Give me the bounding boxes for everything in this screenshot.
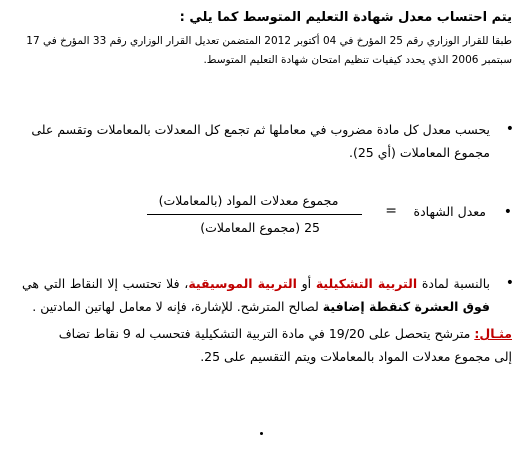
bullet-2-part-2: أو xyxy=(296,276,316,291)
intro-line-2: سبتمبر 2006 الذي يحدد كيفيات تنظيم امتحان شهادة التعليم المتوسط. xyxy=(203,54,512,66)
bullet-2-text xyxy=(22,272,490,318)
subject-music: التربية الموسيقية xyxy=(188,276,297,291)
formula-fraction xyxy=(147,190,362,239)
footer-dot xyxy=(260,432,263,435)
bullet-item-2 xyxy=(22,272,512,318)
example-paragraph xyxy=(22,322,512,368)
intro-paragraph xyxy=(12,32,512,70)
bullet-icon: • xyxy=(503,204,512,220)
fraction-bar xyxy=(147,214,362,215)
example-line-2: إلى مجموع معدلات المواد بالمعاملات ويتم التقسيم على 25. xyxy=(200,349,512,364)
formula-lhs: معدل الشهادة xyxy=(413,204,486,219)
bullet-2-part-4: لصالح المترشح. للإشارة، فإنه لا معامل لهاتين المادتين . xyxy=(32,299,323,314)
bullet-1-text xyxy=(22,118,490,164)
subject-plastic-arts: التربية التشكيلية xyxy=(315,276,418,291)
bullet-2-part-3: ، فلا تحتسب إلا النقاط التي هي xyxy=(22,276,189,291)
bonus-point-highlight: فوق العشرة كنقطة إضافية xyxy=(322,299,490,314)
bullet-2-part-1: بالنسبة لمادة xyxy=(417,276,490,291)
bullet-item-1 xyxy=(22,118,512,164)
formula-equals-sign: = xyxy=(385,203,397,219)
example-label: مثـال: xyxy=(474,326,512,341)
example-text-1: مترشح يتحصل على 19/20 في مادة التربية التشكيلية فتحسب له 9 نقاط تضاف xyxy=(58,326,475,341)
intro-line-1: طبقا للقرار الوزاري رقم 25 المؤرخ في 04 أكتوبر 2012 المتضمن تعديل القرار الوزاري رقم 33 المؤرخ في 17 xyxy=(26,35,512,47)
bullet-icon: • xyxy=(505,121,514,137)
example-line-1 xyxy=(22,322,512,345)
bullet-1-line-2: مجموع المعاملات (أي 25). xyxy=(349,145,490,160)
bullet-icon: • xyxy=(505,275,514,291)
formula-denominator: 25 (مجموع المعاملات) xyxy=(200,220,320,235)
formula-numerator: مجموع معدلات المواد (بالمعاملات) xyxy=(158,193,339,208)
bullet-1-line-1: يحسب معدل كل مادة مضروب في معاملها ثم تجمع كل المعدلات بالمعاملات وتقسم على xyxy=(31,122,490,137)
average-formula xyxy=(22,190,512,250)
page-title: يتم احتساب معدل شهادة التعليم المتوسط كما يلي : xyxy=(179,10,512,25)
